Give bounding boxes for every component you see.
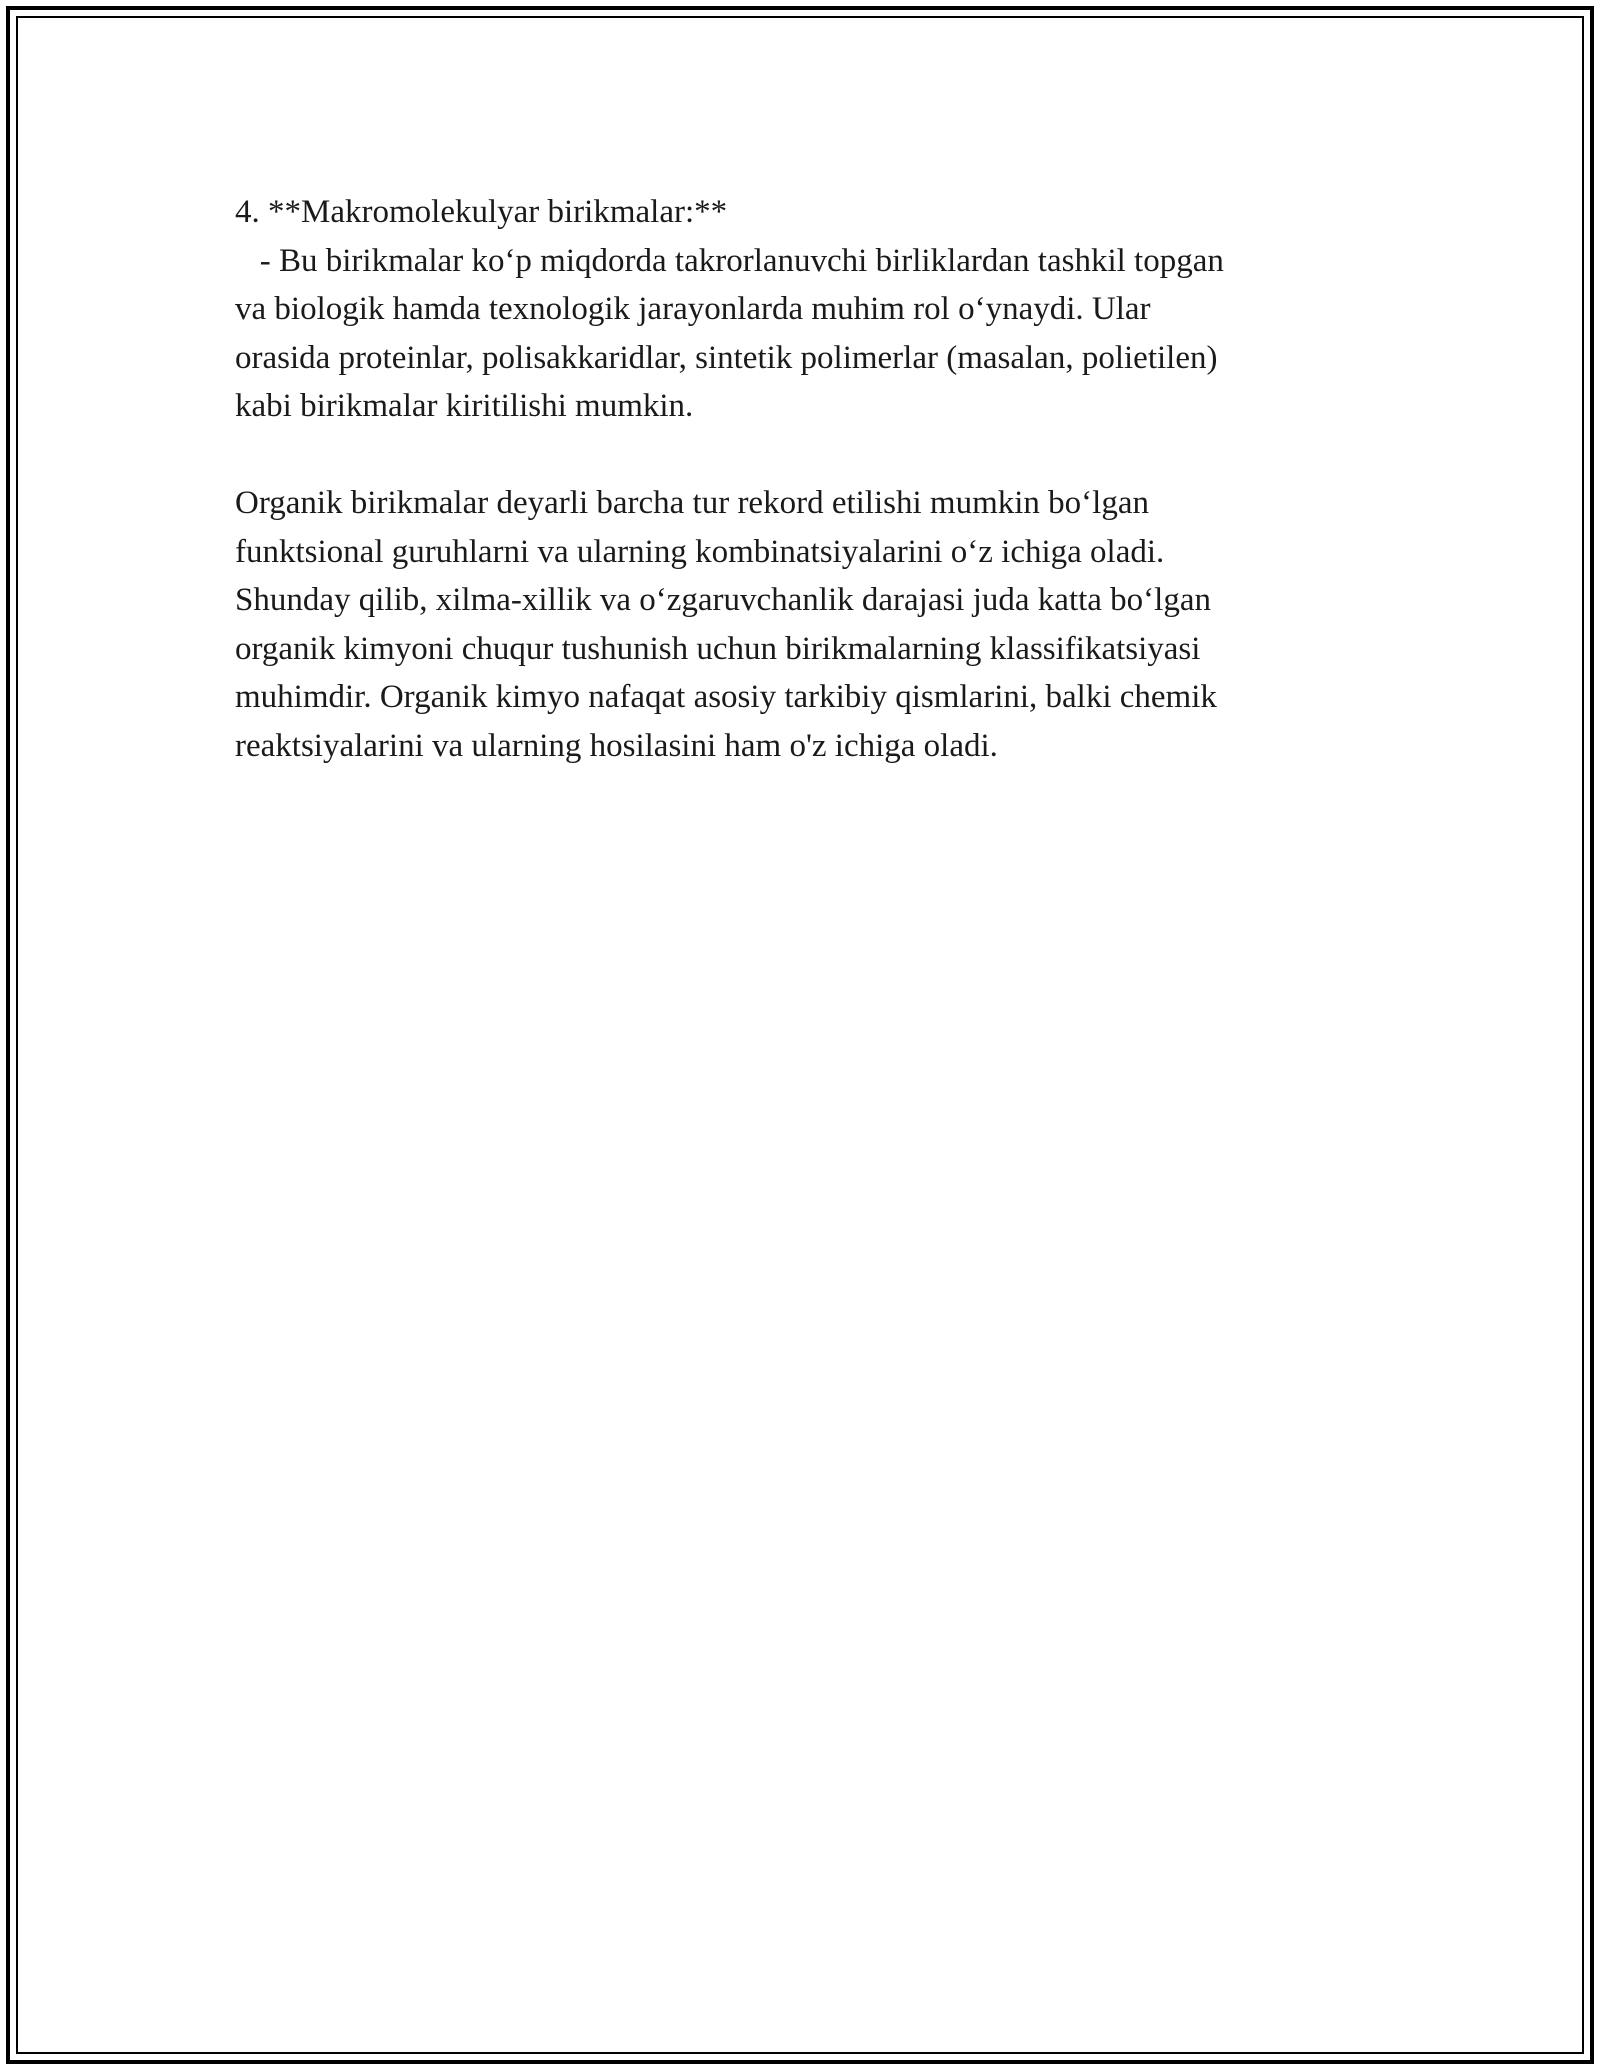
paragraph-line: Shunday qilib, xilma-xillik va o‘zgaruvchanlik darajasi juda katta bo‘lgan bbox=[235, 582, 1211, 618]
bullet-line: orasida proteinlar, polisakkaridlar, sintetik polimerlar (masalan, polietilen) bbox=[235, 339, 1218, 376]
section-heading: 4. **Makromolekulyar birikmalar:** bbox=[235, 194, 728, 230]
document-body bbox=[235, 188, 1355, 770]
summary-paragraph bbox=[235, 479, 1355, 770]
paragraph-line: funktsional guruhlarni va ularning kombinatsiyalarini o‘z ichiga oladi. bbox=[235, 533, 1165, 570]
paragraph-line: Organik birikmalar deyarli barcha tur rekord etilishi mumkin bo‘lgan bbox=[235, 485, 1149, 521]
paragraph-line: muhimdir. Organik kimyo nafaqat asosiy tarkibiy qismlarini, balki chemik bbox=[235, 679, 1217, 715]
bullet-line: - Bu birikmalar ko‘p miqdorda takrorlanuvchi birliklardan tashkil topgan bbox=[235, 242, 1224, 279]
bullet-item bbox=[235, 237, 1355, 431]
paragraph-spacer bbox=[235, 431, 1355, 480]
bullet-line: va biologik hamda texnologik jarayonlarda muhim rol o‘ynaydi. Ular bbox=[235, 291, 1151, 327]
paragraph-line: reaktsiyalarini va ularning hosilasini ham o'z ichiga oladi. bbox=[235, 727, 998, 764]
paragraph-line: organik kimyoni chuqur tushunish uchun birikmalarning klassifikatsiyasi bbox=[235, 630, 1201, 667]
bullet-line: kabi birikmalar kiritilishi mumkin. bbox=[235, 388, 694, 424]
